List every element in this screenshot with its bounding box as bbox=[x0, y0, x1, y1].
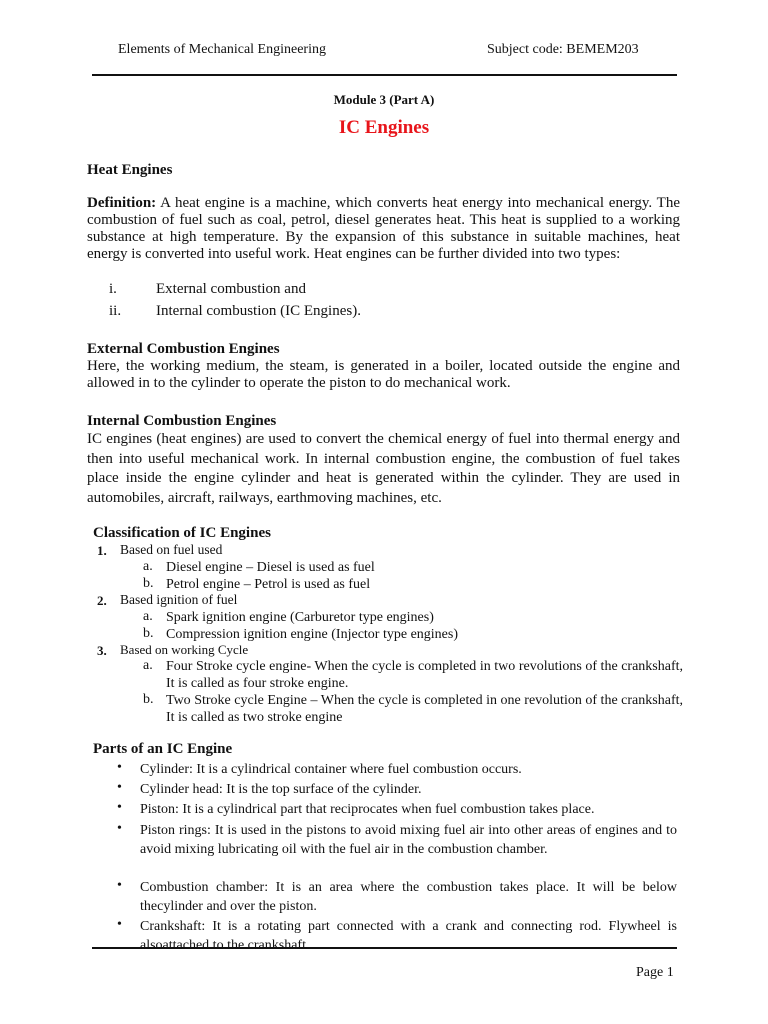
classification-number: 2. bbox=[97, 593, 107, 608]
sub-item-letter: b. bbox=[143, 576, 154, 591]
type-text: External combustion and bbox=[156, 281, 306, 297]
part-item: Piston rings: It is used in the pistons to avoid mixing fuel air into other areas of engines and to avoid mixing lubricating oil with the fuel air in the combustion chamber. bbox=[140, 823, 677, 857]
type-number: i. bbox=[109, 281, 117, 297]
sub-item-text: Four Stroke cycle engine- When the cycle is completed in two revolutions of the crankshaft, It is called as four stroke engine. bbox=[166, 659, 683, 691]
sub-item-letter: a. bbox=[143, 658, 153, 673]
type-text: Internal combustion (IC Engines). bbox=[156, 303, 361, 319]
sub-item-text: Spark ignition engine (Carburetor type engines) bbox=[166, 610, 434, 625]
parts-heading: Parts of an IC Engine bbox=[93, 741, 233, 757]
header-divider bbox=[92, 74, 677, 76]
bullet-icon: • bbox=[117, 821, 122, 836]
classification-number: 3. bbox=[97, 643, 107, 658]
part-item: Piston: It is a cylindrical part that reciprocates when fuel combustion takes place. bbox=[140, 802, 595, 817]
sub-item-text: Two Stroke cycle Engine – When the cycle is completed in one revolution of the crankshaft, It is called as two stroke engine bbox=[166, 693, 683, 725]
sub-item-text: Petrol engine – Petrol is used as fuel bbox=[166, 577, 371, 592]
bullet-icon: • bbox=[117, 800, 122, 815]
page-number: Page 1 bbox=[636, 965, 674, 980]
bullet-icon: • bbox=[117, 760, 122, 775]
definition-text: A heat engine is a machine, which converts heat energy into mechanical energy. The combustion of fuel such as coal, petrol, diesel generates heat. This heat is supplied to a working substance at high temperature. By the expansion of this substance in suitable machines, heat energy is converted into useful work. Heat engines can be further divided into two types: bbox=[87, 195, 680, 262]
part-item: Combustion chamber: It is an area where the combustion takes place. It will be below thecylinder and over the piston. bbox=[140, 880, 677, 914]
classification-heading: Classification of IC Engines bbox=[93, 525, 271, 541]
page-title: IC Engines bbox=[338, 117, 430, 138]
heat-engines-definition bbox=[87, 195, 680, 263]
definition-label: Definition: bbox=[87, 195, 157, 211]
sub-item-letter: b. bbox=[143, 626, 154, 641]
bullet-icon: • bbox=[117, 917, 122, 932]
sub-item-text: Compression ignition engine (Injector type engines) bbox=[166, 627, 458, 642]
part-item: Cylinder: It is a cylindrical container where fuel combustion occurs. bbox=[140, 762, 522, 777]
classification-item: Based ignition of fuel bbox=[120, 592, 238, 607]
classification-item: Based on working Cycle bbox=[120, 642, 249, 657]
sub-item-text: Diesel engine – Diesel is used as fuel bbox=[166, 560, 375, 575]
bullet-icon: • bbox=[117, 780, 122, 795]
part-item: Crankshaft: It is a rotating part connected with a crank and connecting rod. Flywheel is alsoattached to the crankshaft. bbox=[140, 919, 677, 953]
header-subject-code: Subject code: BEMEM203 bbox=[487, 42, 639, 57]
sub-item-letter: b. bbox=[143, 692, 154, 707]
type-number: ii. bbox=[109, 303, 122, 319]
bullet-icon: • bbox=[117, 878, 122, 893]
ice-paragraph: IC engines (heat engines) are used to convert the chemical energy of fuel into thermal energy and then into useful mechanical work. In internal combustion engine, the combustion of fuel takes place inside the engine cylinder and heat is generated within the cylinder. They are used in automobiles, aircraft, railways, earthmoving machines, etc. bbox=[87, 431, 680, 506]
classification-item: Based on fuel used bbox=[120, 542, 223, 557]
footer-divider bbox=[92, 947, 677, 949]
ece-heading: External Combustion Engines bbox=[87, 341, 280, 357]
ece-paragraph: Here, the working medium, the steam, is generated in a boiler, located outside the engine and allowed in to the cylinder to operate the piston to do mechanical work. bbox=[87, 358, 680, 391]
sub-item-letter: a. bbox=[143, 609, 153, 624]
heat-engines-heading: Heat Engines bbox=[87, 162, 173, 178]
part-item: Cylinder head: It is the top surface of the cylinder. bbox=[140, 782, 422, 797]
classification-number: 1. bbox=[97, 543, 107, 558]
header-subject-title: Elements of Mechanical Engineering bbox=[118, 42, 326, 57]
sub-item-letter: a. bbox=[143, 559, 153, 574]
module-label: Module 3 (Part A) bbox=[333, 92, 435, 107]
ice-heading: Internal Combustion Engines bbox=[87, 413, 277, 429]
